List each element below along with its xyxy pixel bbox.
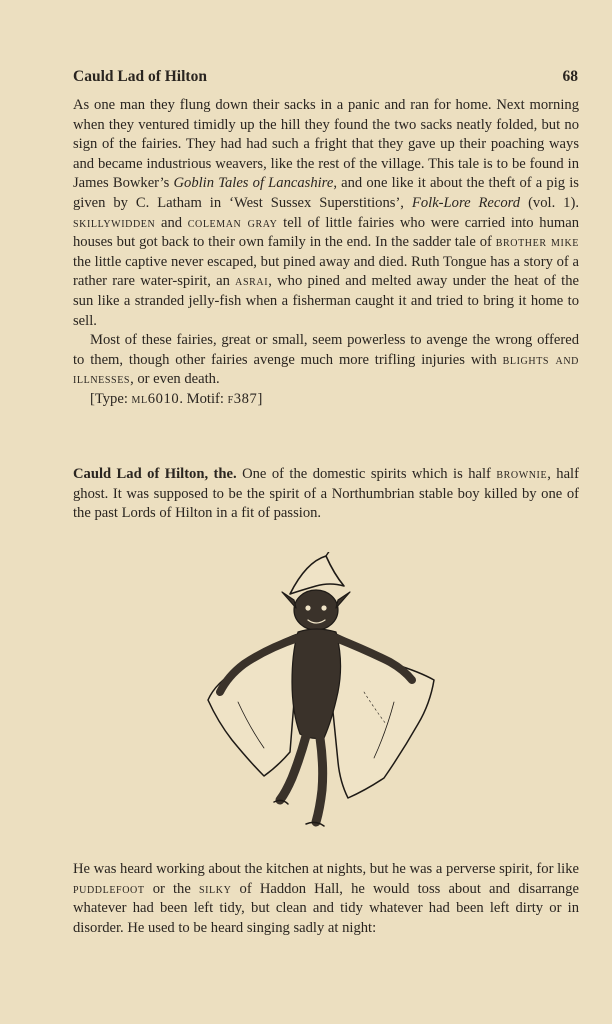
entry-cauld-lad <box>73 465 579 524</box>
cross-ref-skillywidden: skillywidden <box>73 214 156 231</box>
cross-ref-silky: silky <box>198 880 232 897</box>
text-block-upper <box>73 96 579 410</box>
text-run: tell of little fairies who were carried into human houses but got back to their own family in the end. In the sadder tale of <box>73 214 580 251</box>
page-number: 68 <box>562 68 578 85</box>
type-motif-line <box>73 390 579 410</box>
text-run: ] <box>257 390 263 407</box>
cross-ref-asrai: asrai <box>235 273 269 290</box>
entry-headword: Cauld Lad of Hilton, the. <box>73 466 237 482</box>
text-block-lower <box>73 860 579 938</box>
text-run: and <box>155 214 188 231</box>
text-run: [Type: <box>90 390 132 407</box>
text-run: One of the domestic spirits which is half <box>236 466 497 482</box>
text-run: or the <box>144 880 199 897</box>
text-run: . Motif: <box>179 390 228 407</box>
paragraph-sacks <box>73 96 579 331</box>
text-run: , and one like it about the theft of a pig is given by C. Latham in ‘West Sussex Superstitions’, <box>73 175 579 211</box>
paragraph-avenge <box>73 331 579 390</box>
text-run: , half ghost. It was supposed to be the spirit of a Northumbrian stable boy killed by one of the past Lords of Hilton in a fit of passion. <box>73 466 579 522</box>
cross-ref-brownie: brownie <box>496 466 548 482</box>
paragraph-kitchen <box>73 860 579 938</box>
text-run: the little captive never escaped, but pined away and died. Ruth Tongue has a story of a rather rare water-spirit, an <box>73 253 579 290</box>
text-run: , who pined and melted away under the heat of the sun like a stranded jelly-fish when a fisherman caught it and tried to bring it home to sell. <box>73 273 579 329</box>
entry-paragraph <box>73 465 579 524</box>
cross-ref-puddlefoot: puddlefoot <box>73 880 145 897</box>
book-title-goblin-tales: Goblin Tales of Lancashire <box>173 175 334 192</box>
text-run: of Haddon Hall, he would toss about and disarrange whatever had been left tidy, but clean and tidy whatever had been left dirty or in disorder. He used to be heard singing sadly at night: <box>73 880 579 936</box>
running-header <box>73 68 578 86</box>
type-code: ml6010 <box>131 390 180 407</box>
book-title-folk-lore-record: Folk-Lore Record <box>411 194 521 211</box>
cross-ref-brother-mike: brother mike <box>495 234 579 251</box>
text-run: Most of these fairies, great or small, seem powerless to avenge the wrong offered to them, though other fairies avenge much more trifling injuries with <box>73 332 579 368</box>
running-title: Cauld Lad of Hilton <box>73 68 207 85</box>
cauld-lad-illustration <box>198 552 448 832</box>
text-run: As one man they flung down their sacks in a panic and ran for home. Next morning when they ventured timidly up the hill they found the two sacks neatly folded, but no sign of the fairies. They had had such a fright that they gave up their poaching ways and became industrious weavers, like the rest of the village. This tale is to be found in James Bowker’s <box>73 97 579 192</box>
text-run: He was heard working about the kitchen at nights, but he was a perverse spirit, for like <box>73 861 579 877</box>
cross-ref-blights: blights and illnesses <box>73 351 579 388</box>
text-run: (vol. 1). <box>520 194 579 211</box>
text-run: , or even death. <box>130 371 220 388</box>
cross-ref-coleman-gray: coleman gray <box>187 214 278 231</box>
motif-code: f387 <box>227 390 258 407</box>
